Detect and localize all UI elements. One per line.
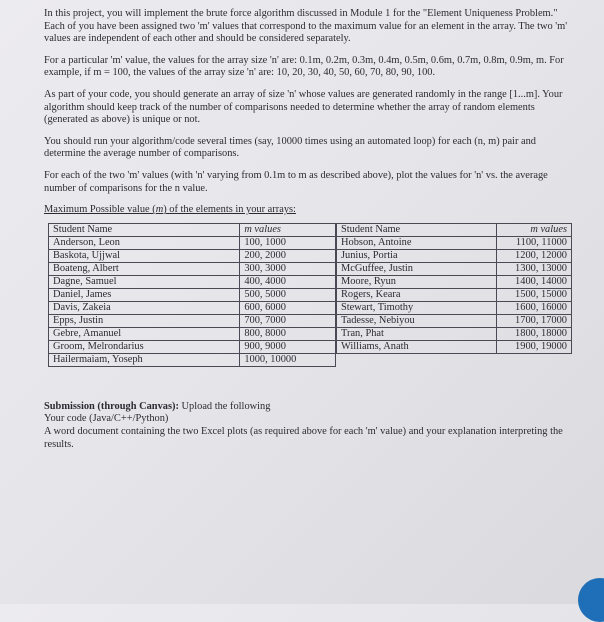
corner-accent-shape bbox=[578, 578, 604, 622]
m-values-header: m values bbox=[240, 223, 336, 236]
table-row bbox=[49, 314, 336, 327]
run-times-paragraph: You should run your algorithm/code several times (say, 10000 times using an automated loop) for each (n, m) pair and determine the average number of comparisons. bbox=[44, 135, 537, 160]
m-values-cell: 600, 6000 bbox=[240, 301, 336, 314]
student-name-cell: Daniel, James bbox=[49, 288, 240, 301]
table-row bbox=[337, 262, 572, 275]
table-row bbox=[337, 340, 572, 353]
m-values-cell: 700, 7000 bbox=[240, 314, 336, 327]
student-name-cell: Tran, Phat bbox=[337, 327, 497, 340]
table-row bbox=[49, 262, 336, 275]
m-values-cell: 400, 4000 bbox=[240, 275, 336, 288]
assignment-page bbox=[44, 8, 572, 451]
student-name-cell: Groom, Melrondarius bbox=[49, 340, 240, 353]
plot-paragraph: For each of the two 'm' values (with 'n' varying from 0.1m to m as described above), plot the values for 'n' vs. the average number of comparisons for the n value. bbox=[44, 169, 548, 194]
submission-item-document: A word document containing the two Excel plots (as required above for each 'm' value) and your explanation interpreting the results. bbox=[44, 425, 563, 450]
table-row bbox=[49, 288, 336, 301]
table-row bbox=[49, 249, 336, 262]
max-value-heading: Maximum Possible value (m) of the elements in your arrays: bbox=[44, 204, 296, 216]
table-header-row bbox=[337, 223, 572, 236]
submission-heading: Submission (through Canvas): Upload the following bbox=[44, 400, 271, 412]
m-values-cell: 1600, 16000 bbox=[497, 301, 572, 314]
m-values-cell: 1500, 15000 bbox=[497, 288, 572, 301]
submission-item-code: Your code (Java/C++/Python) bbox=[44, 413, 169, 425]
table-row bbox=[49, 275, 336, 288]
student-name-cell: Williams, Anath bbox=[337, 340, 497, 353]
m-values-tables bbox=[44, 223, 572, 395]
student-name-cell: Gebre, Amanuel bbox=[49, 327, 240, 340]
m-values-header: m values bbox=[497, 223, 572, 236]
student-name-cell: Boateng, Albert bbox=[49, 262, 240, 275]
m-values-cell: 1700, 17000 bbox=[497, 314, 572, 327]
intro-paragraph: In this project, you will implement the brute force algorithm discussed in Module 1 for the "Element Uniqueness Problem." Each of you have been assigned two 'm' values that correspond to the maximum value for an element in the array. The two 'm' values are independent of each other and should be considered separately. bbox=[44, 8, 568, 45]
m-values-cell: 100, 1000 bbox=[240, 236, 336, 249]
student-table-right bbox=[336, 223, 572, 354]
m-values-cell: 1200, 12000 bbox=[497, 249, 572, 262]
random-array-paragraph: As part of your code, you should generate an array of size 'n' whose values are generated randomly in the range [1...m]. Your algorithm should keep track of the number of comparisons needed to determine whether the array of random elements (generated as above) is unique or not. bbox=[44, 88, 563, 126]
table-row bbox=[49, 340, 336, 353]
table-row bbox=[337, 327, 572, 340]
array-size-paragraph: For a particular 'm' value, the values for the array size 'n' are: 0.1m, 0.2m, 0.3m, 0.4m, 0.5m, 0.6m, 0.7m, 0.8m, 0.9m, m. For example, if m = 100, the values of the array size 'n' are: 10, 20, 30, 40, 50, 60, 70, 80, 90, 100. bbox=[44, 54, 564, 79]
student-name-cell: Baskota, Ujjwal bbox=[49, 249, 240, 262]
table-row bbox=[337, 275, 572, 288]
student-name-header: Student Name bbox=[337, 223, 497, 236]
table-header-row bbox=[49, 223, 336, 236]
m-values-cell: 1300, 13000 bbox=[497, 262, 572, 275]
student-name-cell: Hobson, Antoine bbox=[337, 236, 497, 249]
m-values-cell: 1100, 11000 bbox=[497, 236, 572, 249]
m-values-cell: 900, 9000 bbox=[240, 340, 336, 353]
table-row bbox=[337, 314, 572, 327]
table-row bbox=[337, 301, 572, 314]
table-row bbox=[337, 288, 572, 301]
student-name-cell: Junius, Portia bbox=[337, 249, 497, 262]
student-name-cell: Davis, Zakeia bbox=[49, 301, 240, 314]
submission-section bbox=[44, 401, 572, 451]
student-table-left bbox=[48, 223, 336, 367]
student-name-cell: McGuffee, Justin bbox=[337, 262, 497, 275]
m-values-cell: 1400, 14000 bbox=[497, 275, 572, 288]
table-row bbox=[49, 236, 336, 249]
table-row bbox=[337, 249, 572, 262]
student-name-cell: Anderson, Leon bbox=[49, 236, 240, 249]
table-row bbox=[337, 236, 572, 249]
student-name-cell: Moore, Ryun bbox=[337, 275, 497, 288]
m-values-cell: 300, 3000 bbox=[240, 262, 336, 275]
student-name-cell: Epps, Justin bbox=[49, 314, 240, 327]
student-name-cell: Stewart, Timothy bbox=[337, 301, 497, 314]
m-values-cell: 1000, 10000 bbox=[240, 353, 336, 366]
student-name-cell: Hailermaiam, Yoseph bbox=[49, 353, 240, 366]
table-row bbox=[49, 327, 336, 340]
m-values-cell: 500, 5000 bbox=[240, 288, 336, 301]
m-values-cell: 200, 2000 bbox=[240, 249, 336, 262]
student-name-cell: Dagne, Samuel bbox=[49, 275, 240, 288]
student-name-header: Student Name bbox=[49, 223, 240, 236]
m-values-cell: 1900, 19000 bbox=[497, 340, 572, 353]
student-name-cell: Rogers, Keara bbox=[337, 288, 497, 301]
table-row bbox=[49, 301, 336, 314]
student-name-cell: Tadesse, Nebiyou bbox=[337, 314, 497, 327]
m-values-cell: 1800, 18000 bbox=[497, 327, 572, 340]
table-row bbox=[49, 353, 336, 366]
m-values-cell: 800, 8000 bbox=[240, 327, 336, 340]
